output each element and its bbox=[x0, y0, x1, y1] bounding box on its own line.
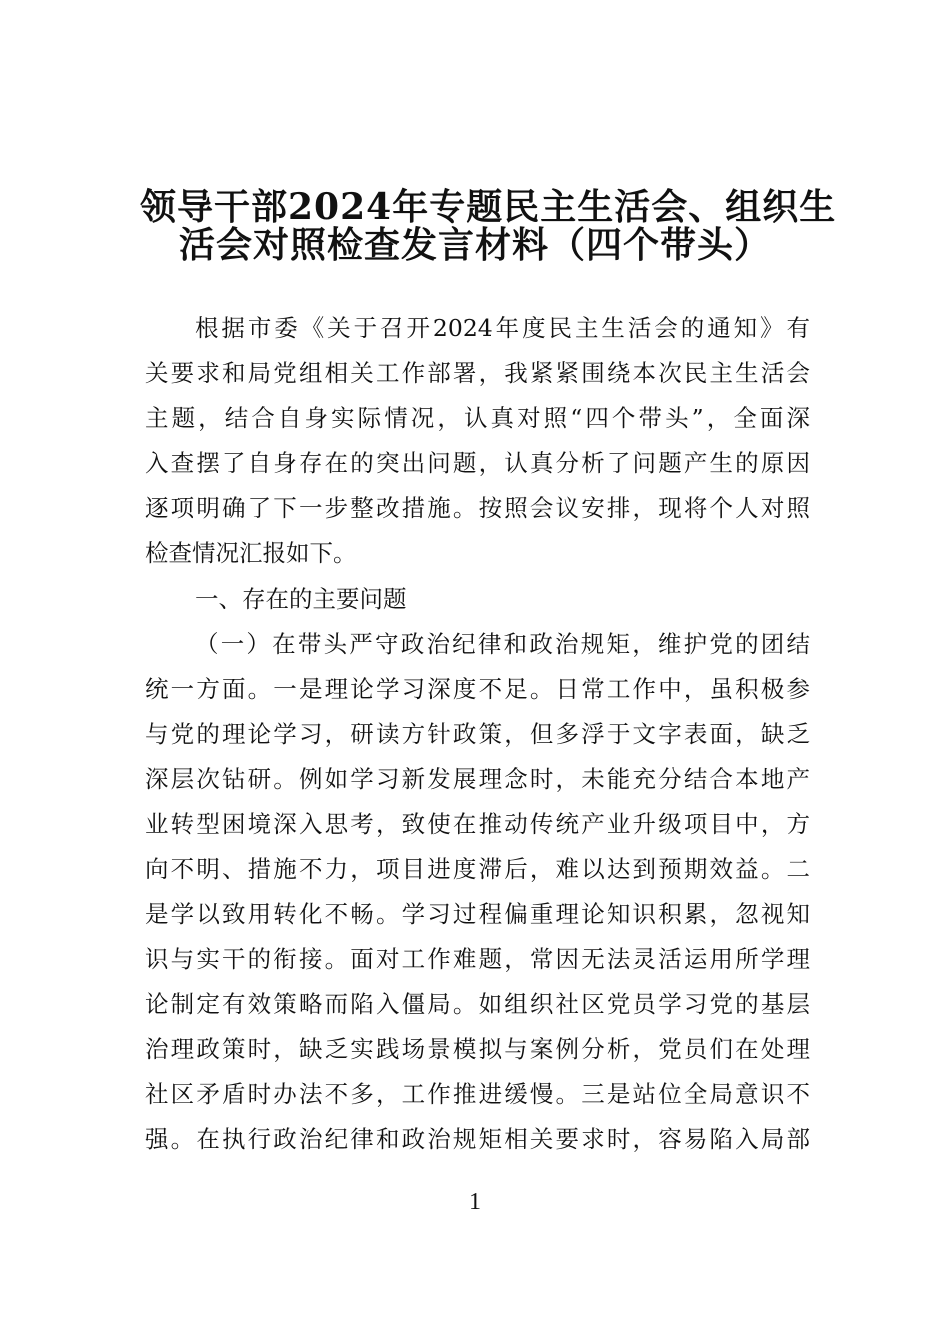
section-paragraph-line: 社区矛盾时办法不多，工作推进缓慢。三是站位全局意识不 bbox=[145, 1080, 810, 1108]
section-paragraph-line: 强。在执行政治纪律和政治规矩相关要求时，容易陷入局部 bbox=[145, 1125, 810, 1153]
section-paragraph-line: 统一方面。一是理论学习深度不足。日常工作中，虽积极参 bbox=[145, 675, 810, 703]
section-paragraph-line: （一）在带头严守政治纪律和政治规矩，维护党的团结 bbox=[195, 630, 810, 658]
section-paragraph-line: 治理政策时，缺乏实践场景模拟与案例分析，党员们在处理 bbox=[145, 1035, 810, 1063]
intro-paragraph-line: 根据市委《关于召开2024年度民主生活会的通知》有 bbox=[195, 314, 810, 342]
section-paragraph-line: 深层次钻研。例如学习新发展理念时，未能充分结合本地产 bbox=[145, 765, 810, 793]
intro-paragraph-line: 主题，结合自身实际情况，认真对照“四个带头”，全面深 bbox=[145, 404, 810, 432]
intro-paragraph-line: 逐项明确了下一步整改措施。按照会议安排，现将个人对照 bbox=[145, 494, 810, 522]
intro-paragraph-line: 入查摆了自身存在的突出问题，认真分析了问题产生的原因 bbox=[145, 449, 810, 477]
section-paragraph-line: 识与实干的衔接。面对工作难题，常因无法灵活运用所学理 bbox=[145, 945, 810, 973]
section-paragraph-line: 业转型困境深入思考，致使在推动传统产业升级项目中，方 bbox=[145, 810, 810, 838]
intro-paragraph-line: 关要求和局党组相关工作部署，我紧紧围绕本次民主生活会 bbox=[145, 359, 810, 387]
section-paragraph-line: 向不明、措施不力，项目进度滞后，难以达到预期效益。二 bbox=[145, 855, 810, 883]
section-paragraph-line: 是学以致用转化不畅。学习过程偏重理论知识积累，忽视知 bbox=[145, 900, 810, 928]
section-paragraph-line: 论制定有效策略而陷入僵局。如组织社区党员学习党的基层 bbox=[145, 990, 810, 1018]
document-title-line-1: 领导干部2024年专题民主生活会、组织生 bbox=[140, 186, 837, 228]
section-heading: 一、存在的主要问题 bbox=[195, 585, 407, 613]
page-number: 1 bbox=[469, 1189, 481, 1215]
intro-paragraph-line: 检查情况汇报如下。 bbox=[145, 539, 357, 567]
section-paragraph-line: 与党的理论学习，研读方针政策，但多浮于文字表面，缺乏 bbox=[145, 720, 810, 748]
document-title-line-2: 活会对照检查发言材料（四个带头） bbox=[178, 224, 771, 266]
